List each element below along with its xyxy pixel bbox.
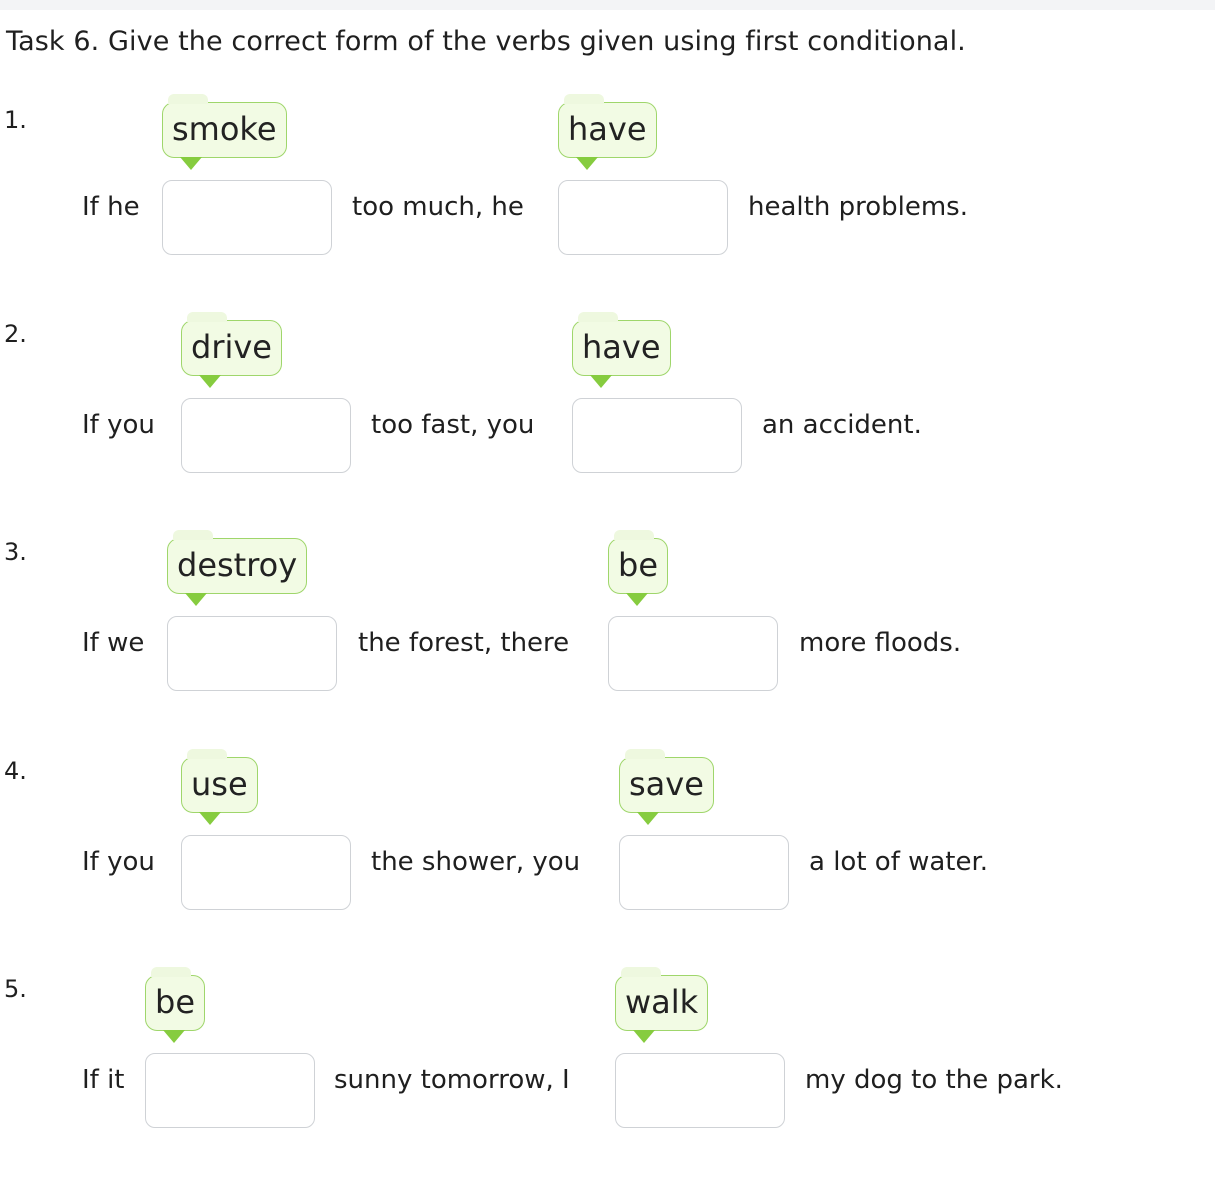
exercise-item-1 xyxy=(0,102,1215,320)
answer-input-1[interactable] xyxy=(167,616,337,691)
sentence-part-3: an accident. xyxy=(762,410,922,440)
answer-input-2[interactable] xyxy=(558,180,728,255)
sentence-part-2: the forest, there xyxy=(358,628,570,658)
top-bar xyxy=(0,0,1215,10)
sentence-part-1: If he xyxy=(82,192,140,222)
sentence-part-1: If you xyxy=(82,410,155,440)
item-number: 4. xyxy=(4,757,27,785)
exercise-item-2 xyxy=(0,320,1215,538)
item-number: 1. xyxy=(4,106,27,134)
verb-hint-1: destroy xyxy=(167,538,307,594)
answer-input-1[interactable] xyxy=(145,1053,315,1128)
item-number: 3. xyxy=(4,538,27,566)
sentence-part-3: more floods. xyxy=(799,628,962,658)
sentence-part-2: sunny tomorrow, I xyxy=(334,1065,570,1095)
item-number: 2. xyxy=(4,320,27,348)
sentence-part-3: my dog to the park. xyxy=(805,1065,1063,1095)
exercise-item-5 xyxy=(0,975,1215,1193)
sentence-part-3: a lot of water. xyxy=(809,847,989,877)
verb-hint-2: have xyxy=(558,102,657,158)
answer-input-1[interactable] xyxy=(181,835,351,910)
sentence-part-1: If you xyxy=(82,847,155,877)
answer-input-1[interactable] xyxy=(181,398,351,473)
verb-hint-1: drive xyxy=(181,320,282,376)
verb-hint-2: have xyxy=(572,320,671,376)
sentence-part-1: If it xyxy=(82,1065,125,1095)
answer-input-2[interactable] xyxy=(615,1053,785,1128)
answer-input-2[interactable] xyxy=(572,398,742,473)
sentence-part-2: too much, he xyxy=(352,192,524,222)
answer-input-2[interactable] xyxy=(619,835,789,910)
task-title: Task 6. Give the correct form of the verbs given using first conditional. xyxy=(6,26,966,57)
verb-hint-1: be xyxy=(145,975,205,1031)
verb-hint-2: walk xyxy=(615,975,708,1031)
sentence-part-2: the shower, you xyxy=(371,847,581,877)
exercise-item-4 xyxy=(0,757,1215,975)
verb-hint-2: be xyxy=(608,538,668,594)
answer-input-1[interactable] xyxy=(162,180,332,255)
verb-hint-1: use xyxy=(181,757,258,813)
verb-hint-1: smoke xyxy=(162,102,287,158)
verb-hint-2: save xyxy=(619,757,714,813)
sentence-part-1: If we xyxy=(82,628,145,658)
exercise-item-3 xyxy=(0,538,1215,756)
item-number: 5. xyxy=(4,975,27,1003)
answer-input-2[interactable] xyxy=(608,616,778,691)
sentence-part-2: too fast, you xyxy=(371,410,535,440)
sentence-part-3: health problems. xyxy=(748,192,968,222)
